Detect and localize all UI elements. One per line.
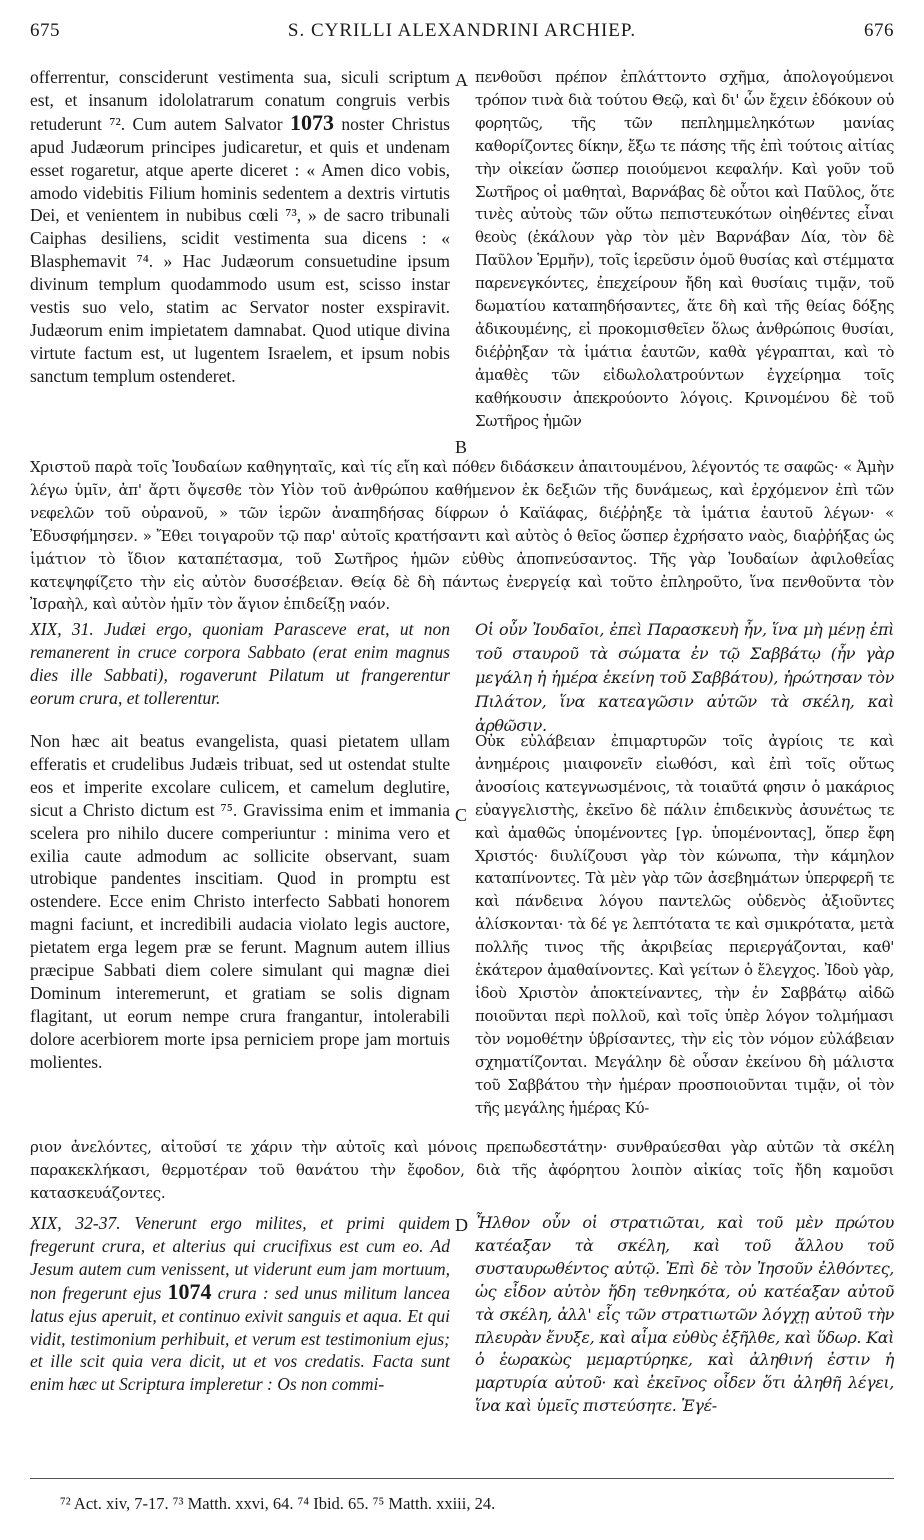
footnote-rule [30, 1478, 894, 1479]
footnotes: ⁷² Act. xiv, 7-17. ⁷³ Matth. xxvi, 64. ⁷⁴ Ibid. 65. ⁷⁵ Matth. xxiii, 24. [60, 1494, 496, 1513]
latin-verse-block3: XIX, 32-37. Venerunt ergo milites, et primi quidem fregerunt crura, et alterius qui crucifixus est cum eo. Ad Jesum autem cum venissent, ut viderunt eum jam mortuum, non fregerunt ejus 1074 crura : sed unus militum lancea latus ejus aperuit, et continuo exivit sanguis et aqua. Et qui vidit, testimonium perhibuit, et verum est testimonium ejus; et ille scit quia vera dicit, ut et vos credatis. Facta sunt enim hæc ut Scriptura impleretur : Os non commi- [30, 1213, 451, 1395]
greek-verse-block3: Ἦλθον οὖν οἱ στρατιῶται, καὶ τοῦ μὲν πρώτου κατέαξαν τὰ σκέλη, καὶ τοῦ ἄλλου τοῦ συσταυρωθέντος αὐτῷ. Ἐπὶ δὲ τὸν Ἰησοῦν ἐλθόντες, ὡς εἶδον αὐτὸν ἤδη τεθνηκότα, οὐ κατέαξαν αὐτοῦ τὰ σκέλη, ἀλλ' εἷς τῶν στρατιωτῶν λόγχῃ αὐτοῦ τὴν πλευρὰν ἔνυξε, καὶ αἷμα εὐθὺς ἐξῆλθε, καὶ ὕδωρ. Καὶ ὁ ἑωρακὼς μεμαρτύρηκε, καὶ ἀληθινή ἐστιν ἡ μαρτυρία αὐτοῦ· καὶ ἐκεῖνος οἶδεν ὅτι ἀληθῆ λέγει, ἵνα καὶ ὑμεῖς πιστεύσητε. Ἐγέ- [475, 1213, 894, 1416]
full-width-greek-1: Χριστοῦ παρὰ τοῖς Ἰουδαίων καθηγηταῖς, καὶ τίς εἴη καὶ πόθεν διδάσκειν ἀπαιτουμένου, λέγοντός τε σαφῶς· « Ἀμὴν λέγω ὑμῖν, ἀπ' ἄρτι ὄψεσθε τὸν Υἱὸν τοῦ ἀνθρώπου καθήμενον ἐκ δεξιῶν τῆς δυνάμεως, καὶ ἐρχόμενον ἐπὶ τῶν νεφελῶν τοῦ οὐρανοῦ, » τῶν ἱερῶν ἀναπηδήσας δίφρων ὁ Καϊάφας, διέῤῥηξε τὰ ἱμάτια ἑαυτοῦ λέγων· « Ἐδυσφήμησεν. » Ἔθει τοιγαροῦν τῷ παρ' αὐτοῖς κρατήσαντι καὶ αὐτὸς ὁ θεῖος ὥσπερ ἐχρήσατο ναὸς, διαῤῥήξας ὡς ἱμάτιον τὸ ἴδιον καταπέτασμα, τοῦ Σωτῆρος ἡμῶν εὐθὺς ἀποπνεύσαντος. Τῆς γὰρ Ἰουδαίων ἀφιλοθεΐας κατεψηφίζετο τὴν εἰς αὐτὸν δυσσέβειαν. Θείᾳ δὲ δὴ πάντως ἐνεργείᾳ καὶ τοῦτο ἐπληροῦτο, ἵνα πενθοῦντα τὸν Ἰσραὴλ, καὶ αὐτὸν ἡμῖν τὸν ἅγιον ἐπιδείξῃ ναόν. [30, 458, 894, 614]
latin-paragraph: offerrentur, consciderunt vestimenta sua, siculi scriptum est, et insanum idololatrarum conatum congruis verbis retuderunt ⁷². Cum autem Salvator 1073 noster Christus apud Judæorum principes judicaretur, et quis et undenam esset rogaretur, atque aperte diceret : « Amen dico vobis, amodo videbitis Filium hominis sedentem a dextris virtutis Dei, et venientem in nubibus cœli ⁷³, » de sacro tribunali Caiphas desiliens, scidit vestimenta sua dicens : « Blasphemavit ⁷⁴. » Hac Judæorum consuetudine ipsum divinum templum quodammodo usum est, scisso instar vestis suo velo, statim ac Servator noster exspiravit. Judæorum enim impietatem damnabat. Quod utique divina virtute factum est, ut lugentem Israelem, et ipsum nobis sanctum templum ostenderet. [30, 67, 450, 386]
margin-letter-c: C [455, 805, 468, 825]
greek-commentary: Οὐκ εὐλάβειαν ἐπιμαρτυρῶν τοῖς ἀγρίοις τε καὶ ἀνημέροις μιαιφονεῖν εἰωθόσι, καὶ ἐπὶ τοῖς οὕτως ἀνοσίοις κατεγνωσμένοις, τὰ τοιαῦτά φησιν ὁ μακάριος εὐαγγελιστὴς, ἐκεῖνο δὲ πάλιν ἐπιδεικνὺς ἀσυνέτως τε καὶ ἀμαθῶς ὑπομένοντες [γρ. ὑπομένοντας], ὅπερ ἔφη Χριστός· διυλίζουσι γὰρ τὸν κώνωπα, τὴν κάμηλον καταπίνοντες. Τὰ μὲν γὰρ τῶν ἀσεβημάτων ὑπερφερῆ τε καὶ πάνδεινα λόγου παντελῶς οὐδενὸς ἀξιοῦντες ἁλίσκονται· τὰ δέ γε λεπτότατα τε καὶ σμικρότατα, μετὰ πολλῆς τινος τῆς ἀκριβείας περιεργάζονται, καθ' ἑκάτερον ἀμαθαίνοντες. Καὶ γείτων ὁ ἔλεγχος. Ἰδοὺ γὰρ, ἰδοὺ Χριστὸν ἀποκτείναντες, τὴν ἐν Σαββάτῳ αἰδῶ ποιοῦνται περὶ πολλοῦ, καὶ τοῖς ὑπὲρ λόγον τολμήμασι τὸν νομοθέτην ὑβρίσαντες, τὴν εἰς τὸν νόμον εὐλάβειαν σχηματίζονται. Μεγάλην δὲ οὖσαν ἐκείνου δὴ μάλιστα τοῦ Σαββάτου τὴν ἡμέραν προσποιοῦνται τιμᾷν, οἱ τὸν τῆς μεγάλης ἡμέρας Κύ- [475, 732, 894, 1117]
margin-letter-b: B [455, 437, 468, 457]
latin-commentary: Non hæc ait beatus evangelista, quasi pietatem ullam efferatis et crudelibus Judæis tribuat, sed ut ostendat stulte eos et imperite excolare culicem, et camelum deglutire, sicut a Christo dictum est ⁷⁵. Gravissima enim et immania scelera pro nihilo ducere comperiuntur : minima vero et exilia caute admodum ac sollicite observant, suam utrobique pandentes inscitiam. Quod in promptu est ostendere. Ecce enim Christo interfecto Sabbati honorem magni faciunt, et incredibili audacia violato legis auctore, pietatem erga legem præ se ferunt. Magnum autem illius præcipue Sabbati diem colere simulant qui magnæ diei Dominum interemerunt, et gratiam se solis dignam flagitant, ut eorum nempe crura frangantur, intolerabili dolore acerbiorem morte ipsa perniciem prope jam mortuis molientes. [30, 731, 450, 1072]
margin-letter-a: A [455, 70, 468, 90]
full-width-greek-2: ριον ἀνελόντες, αἰτοῦσί τε χάριν τὴν αὐτοῖς καὶ μόνοις πρεπωδεστάτην· συνθραύεσθαι γὰρ αὐτῶν τὰ σκέλη παρακεκλήκασι, θερμοτέραν τοῦ θανάτου τὴν ἔφοδον, διὰ τῆς ἀφόρητου λοιπὸν αἰκίας τοῖς ἤδη καμοῦσι κατασκευάζοντες. [30, 1138, 894, 1202]
greek-verse-heading: Οἱ οὖν Ἰουδαῖοι, ἐπεὶ Παρασκευὴ ἦν, ἵνα μὴ μένῃ ἐπὶ τοῦ σταυροῦ τὰ σώματα ἐν τῷ Σαββάτῳ (ἦν γὰρ μεγάλη ἡ ἡμέρα ἐκείνη τοῦ Σαββάτου), ἠρώτησαν τὸν Πιλάτον, ἵνα κατεαγῶσιν αὐτῶν τὰ σκέλη, καὶ ἀρθῶσιν. [475, 620, 894, 735]
margin-letter-d: D [455, 1215, 468, 1235]
running-title: S. CYRILLI ALEXANDRINI ARCHIEP. [287, 20, 637, 41]
page-number-right: 676 [864, 20, 894, 41]
greek-paragraph: πενθοῦσι πρέπον ἐπλάττοντο σχῆμα, ἀπολογούμενοι τρόπον τινὰ διὰ τούτου Θεῷ, καὶ δι' ὧν ἔχειν ἐδόκουν οὐ φορητῶς, τῆς τῶν πεπλημμεληκότων μανίας καθορίζοντες δίκην, ἔξω τε πάσης τῆς ἐπὶ τούτοις αἰτίας τὴν οἰκείαν ὥσπερ ποιούμενοι κεφαλήν. Καὶ γοῦν τοῦ Σωτῆρος οἱ μαθηταὶ, Βαρνάβας δὲ οὗτοι καὶ Παῦλος, ὅτε τινὲς αὐτοὺς τῶν οὕτω πεπιστευκότων οἰηθέντες εἶναι θεοὺς (ἐκάλουν γὰρ τὸν μὲν Βαρνάβαν Δία, τὸν δὲ Παῦλον Ἑρμῆν), τοῖς ἱερεῦσιν ὁμοῦ θυσίας καὶ στέμματα παρενεγκόντες, ἐπεχείρουν ἤδη καὶ θυσίαις τιμᾷν, τοῦ δωματίου καταπηδήσαντες, ἅτε δὴ καὶ τῆς θείας δόξης ἀδικουμένης, εἰ προκομισθεῖεν ὅλως ἀνθρώποις θυσίαι, διέῤῥηξαν τὰ ἱμάτια ἑαυτῶν, καθὰ γέγραπται, καὶ τὸ ἀμαθὲς τῶν εἰδωλολατρούντων ἐγχείρημα τοῖς καθήκουσιν ἀπεκρούοντο λόγοις. Κρινομένου δὲ τοῦ Σωτῆρος ἡμῶν [475, 68, 894, 430]
greek-column-block1 [475, 66, 894, 433]
column-number: 1074 [167, 1278, 212, 1304]
column-number: 1073 [289, 109, 334, 135]
latin-column-block1 [30, 66, 450, 388]
latin-verse-heading: XIX, 31. Judæi ergo, quoniam Parasceve erat, ut non remanerent in cruce corpora Sabbato (erat enim magnus dies ille Sabbati), rogaverunt Pilatum ut frangerentur eorum crura, et tollerentur. [30, 619, 450, 708]
page-number-left: 675 [30, 20, 60, 41]
